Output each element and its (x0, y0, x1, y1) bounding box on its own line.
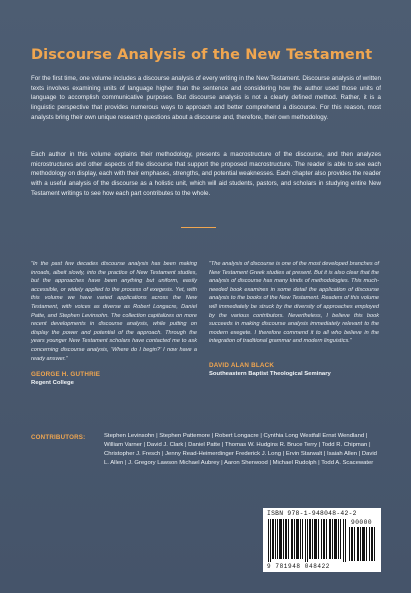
endorser-affiliation-guthrie: Regent College (31, 380, 74, 386)
divider-rule (181, 227, 216, 228)
endorser-name-guthrie: GEORGE H. GUTHRIE (31, 371, 101, 378)
barcode-ean-digits: 9 781948 048422 (267, 563, 331, 570)
isbn-text: ISBN 978-1-948048-42-2 (267, 510, 357, 517)
endorser-name-black: DAVID ALAN BLACK (209, 362, 275, 369)
description-paragraph-2: Each author in this volume explains their methodology, presents a macrostructure of the discourse, and then analyzes microstructures and other aspects of the discourse that support the proposed macrostructure. The reader is able to see each methodology on display, each with their emphases, strengths, and potential weaknesses. Each chapter also provides the reader with a useful analysis of the discourse as a holistic unit, which will aid students, pastors, and scholars in studying entire New Testament writings to see how each part contributes to the whole. (31, 151, 381, 197)
barcode-addon-digits: 90000 (351, 519, 373, 526)
isbn-barcode (263, 508, 381, 572)
description-paragraph-1: For the first time, one volume includes a discourse analysis of every writing in the New Testament. Discourse analysis of written texts involves examining units of language higher than the sentence and considering how the author used those units of language to accomplish communicative purposes. But discourse analysis is not a clearly defined method. Rather, it is a linguistic perspective that provides numerous ways to approach and better comprehend a discourse. For this reason, most analysts bring their own unique research questions about a discourse and, therefore, their own methodology. (31, 75, 381, 121)
barcode-addon-bars-icon (349, 527, 375, 561)
endorsement-quote-guthrie: “In the past few decades discourse analysis has been making inroads, albeit slowly, into the practice of New Testament studies, but the approaches have been anything but uniform, easily accessible, or widely applied to the process of exegesis. Yet, with this volume we have varied applications across the New Testament, with voices as diverse as Robert Longacre, Daniel Patte, and Stephen Levinsohn. The collection capitalizes on more recent developments in discourse analysis, while putting on display the power and potential of the approach. Through the years younger New Testament scholars have contacted me to ask concerning discourse analysis, ‘Where do I begin?’ I now have a ready answer.” (31, 261, 197, 362)
book-title: Discourse Analysis of the New Testament (31, 47, 373, 63)
contributors-list: Stephen Levinsohn | Stephen Pattemore | Robert Longacre | Cynthia Long Westfall Ernst Wendland | William Varner | David J. Clark | Daniel Patte | Thomas W. Hudgins R. Bruce Terry | Todd R. Chipman | Christopher J. Fresch | Jenny Read-Heimerdinger Frederick J. Long | Ervin Starwalt | Isaiah Allen | David L. Allen | J. Gregory Lawson Michael Aubrey | Aaron Sherwood | Michael Rudolph | Todd A. Scacewater (104, 433, 377, 467)
barcode-bars-icon (268, 519, 346, 562)
contributors-label: CONTRIBUTORS: (31, 434, 86, 441)
endorser-affiliation-black: Southeastern Baptist Theological Seminary (209, 371, 331, 377)
endorsement-quote-black: “The analysis of discourse is one of the most developed branches of New Testament Greek studies at present. But it is also clear that the analysis of discourse has many kinds of methodologies. This much-needed book examines in some detail the application of discourse analysis to the books of the New Testament. Readers of this volume will immediately be struck by the diversity of approaches employed by the various contributors. Nevertheless, I believe this book succeeds in making discourse analysis immediately relevant to the modern exegete. I therefore commend it to all who believe in the integration of traditional grammar and modern linguistics.” (209, 261, 379, 345)
